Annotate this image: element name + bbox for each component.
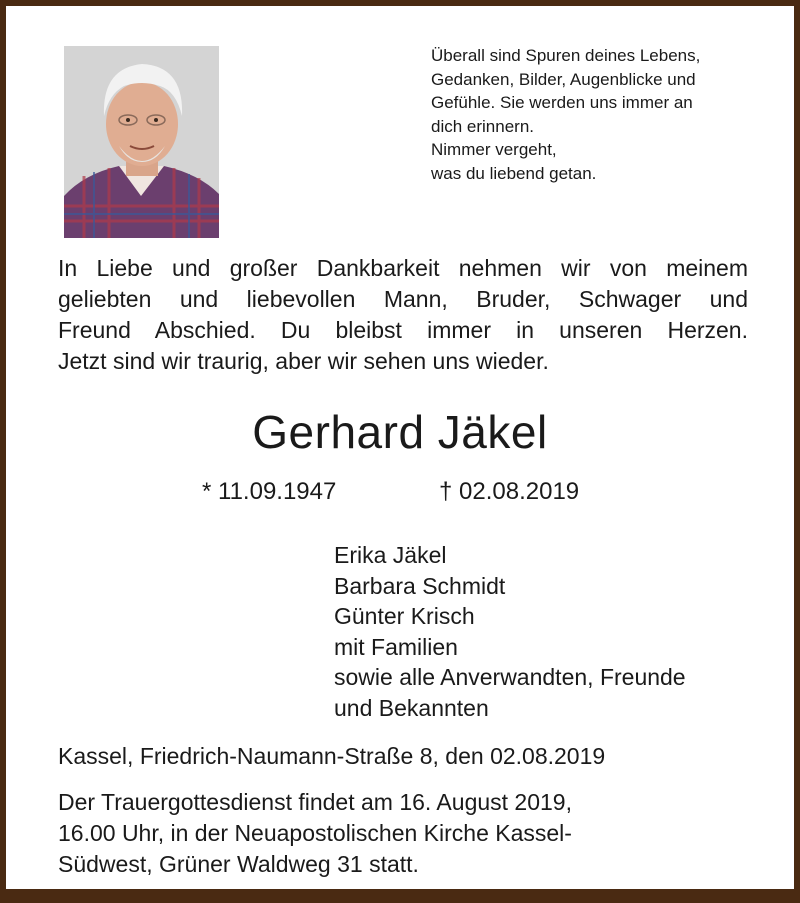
poem-line: Gedanken, Bilder, Augenblicke und (431, 69, 696, 89)
mourner: und Bekannten (334, 694, 489, 721)
birth-date: * 11.09.1947 (202, 478, 337, 505)
service-line: 16.00 Uhr, in der Neuapostolischen Kirche Kassel- (58, 820, 572, 846)
service-line: Der Trauergottesdienst findet am 16. August 2019, (58, 789, 572, 815)
poem-line: Gefühle. Sie werden uns immer an (431, 93, 693, 112)
mourner: sowie alle Anverwandten, Freunde (334, 664, 686, 690)
poem-line: Überall sind Spuren deines Lebens, (431, 46, 701, 65)
mourner: Barbara Schmidt (334, 572, 506, 599)
poem-line: Nimmer vergeht, (431, 140, 557, 159)
intro-line: geliebten und liebevollen Mann, Bruder, Schwager und (58, 286, 748, 312)
service-info (58, 787, 572, 880)
poem (431, 44, 771, 185)
place-and-date: Kassel, Friedrich-Naumann-Straße 8, den 02.08.2019 (58, 743, 606, 769)
service-line: Südwest, Grüner Waldweg 31 statt. (58, 851, 419, 877)
intro-line: Jetzt sind wir traurig, aber wir sehen uns wieder. (58, 348, 549, 374)
poem-line: dich erinnern. (431, 116, 535, 136)
deceased-name: Gerhard Jäkel (252, 406, 548, 458)
mourner: Günter Krisch (334, 603, 475, 629)
poem-line: was du liebend getan. (431, 163, 597, 183)
portrait-photo (64, 46, 219, 238)
mourner: Erika Jäkel (334, 542, 447, 568)
death-date: † 02.08.2019 (439, 478, 580, 505)
intro-text (58, 253, 748, 377)
intro-line: Freund Abschied. Du bleibst immer in unseren Herzen. (58, 317, 748, 343)
obituary-card (6, 6, 794, 889)
intro-line: In Liebe und großer Dankbarkeit nehmen wir von meinem (58, 255, 748, 281)
mourner: mit Familien (334, 633, 458, 660)
mourners-list (334, 540, 686, 723)
